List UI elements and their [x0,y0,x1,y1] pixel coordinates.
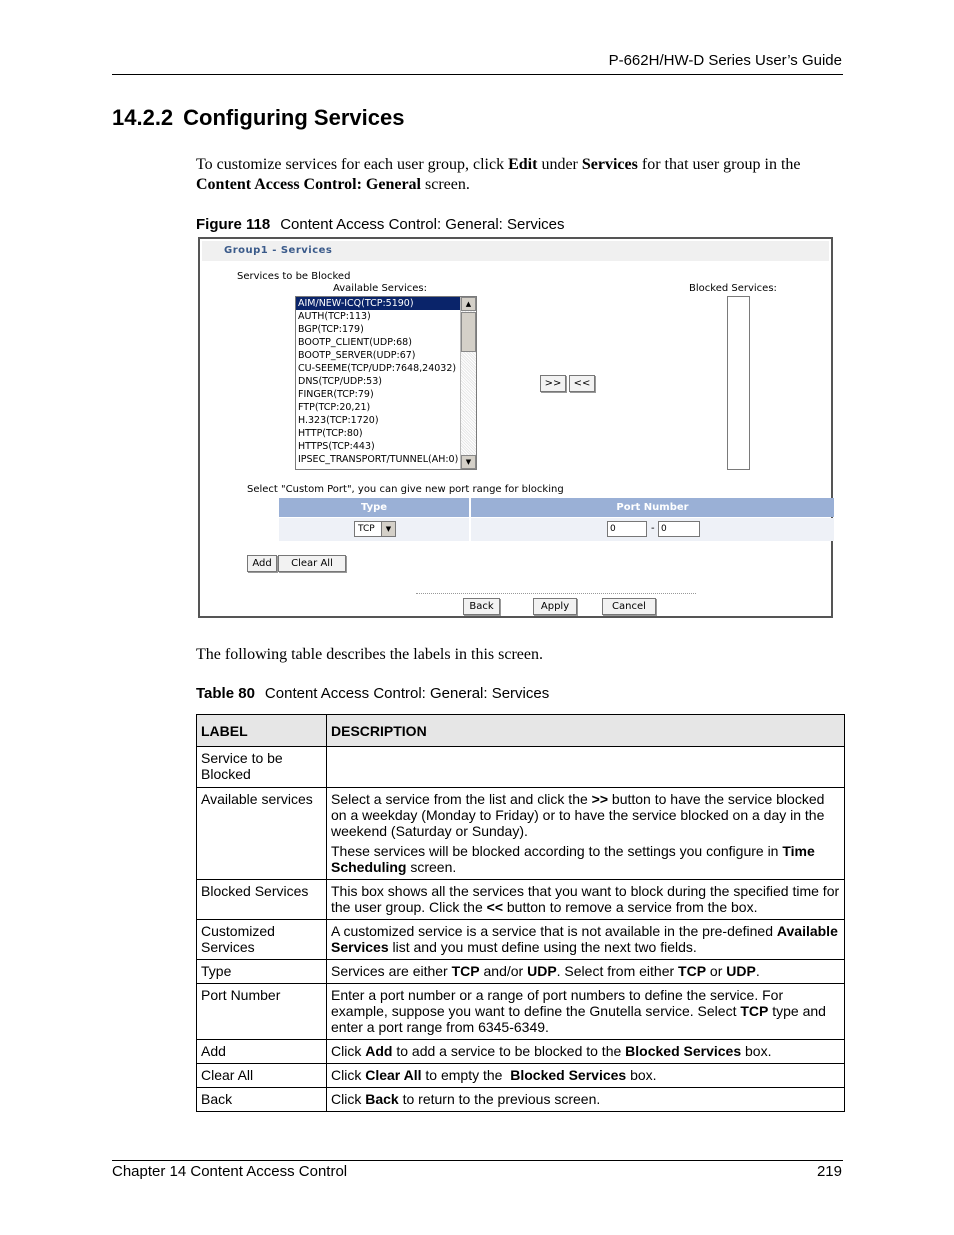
port-to-input[interactable]: 0 [658,521,700,537]
list-item[interactable]: BOOTP_CLIENT(UDP:68) [298,337,412,348]
table-row [197,747,845,788]
divider [416,593,696,594]
header-title: P-662H/HW-D Series User’s Guide [608,52,842,69]
port-range-separator: - [651,523,655,534]
list-item[interactable]: HTTP(TCP:80) [298,428,363,439]
table-row [197,880,845,920]
add-to-blocked-button[interactable]: >> [540,375,566,392]
section-title: Configuring Services [183,105,405,130]
footer-chapter: Chapter 14 Content Access Control [112,1163,348,1180]
chevron-down-icon: ▼ [381,522,395,536]
available-services-list[interactable] [295,296,477,470]
services-screenshot [198,237,833,618]
table-caption [196,685,549,702]
row-label: Blocked Services [197,880,327,920]
scroll-down-icon[interactable]: ▼ [461,455,476,469]
section-heading [112,105,404,131]
add-button[interactable]: Add [247,555,277,572]
port-from-input[interactable]: 0 [607,521,647,537]
row-description: A customized service is a service that is not available in the pre-defined Available Services list and you must define using the next two fields. [327,920,845,960]
type-select-value: TCP [358,524,375,534]
row-description: Click Clear All to empty the Blocked Services box. [327,1064,845,1088]
blocked-services-label: Blocked Services: [689,283,777,294]
port-number-column-header: Port Number [471,498,834,517]
list-item[interactable]: IPSEC_TRANSPORT/TUNNEL(AH:0) [298,454,459,465]
row-label: Back [197,1088,327,1112]
row-label: Add [197,1040,327,1064]
row-description: Select a service from the list and click the >> button to have the service blocked on a weekday (Monday to Friday) or to have the service blocked on a day in the weekend (Saturday or Sunday). These services will be blocked according to the settings you configure in Time Scheduling screen. [327,788,845,880]
scroll-thumb[interactable] [461,312,476,352]
table-row [197,1088,845,1112]
list-item[interactable]: CU-SEEME(TCP/UDP:7648,24032) [298,363,457,374]
footer-rule [112,1160,843,1161]
following-text: The following table describes the labels in this screen. [196,646,544,663]
list-item[interactable]: BOOTP_SERVER(UDP:67) [298,350,416,361]
row-label: Port Number [197,984,327,1040]
section-number: 14.2.2 [112,105,174,130]
table-row [197,1064,845,1088]
group-title: Group1 - Services [224,245,333,256]
row-description: Enter a port number or a range of port numbers to define the service. For example, suppose you want to define the Gnutella service. Select TCP type and enter a port range from 6345-6349. [327,984,845,1040]
list-item[interactable]: H.323(TCP:1720) [298,415,379,426]
figure-title: Content Access Control: General: Services [280,216,565,233]
back-button[interactable]: Back [463,598,500,615]
list-item[interactable]: AIM/NEW-ICQ(TCP:5190) [296,297,460,310]
list-item[interactable]: DNS(TCP/UDP:53) [298,376,382,387]
row-label: Customized Services [197,920,327,960]
type-column-header: Type [279,498,469,517]
table-row [197,960,845,984]
remove-from-blocked-button[interactable]: << [569,375,595,392]
table-title: Content Access Control: General: Services [264,685,550,702]
figure-label: Figure 118 [196,216,271,233]
screen-header-bar [202,241,829,261]
apply-button[interactable]: Apply [533,598,577,615]
table-row [197,1040,845,1064]
list-item[interactable]: FTP(TCP:20,21) [298,402,371,413]
scroll-up-icon[interactable]: ▲ [461,297,476,311]
intro-paragraph: To customize services for each user group, click Edit under Services for that user group in the Content Access Control: General screen. [196,156,801,193]
row-description: Click Add to add a service to be blocked to the Blocked Services box. [327,1040,845,1064]
type-select[interactable] [354,521,396,537]
list-item[interactable]: FINGER(TCP:79) [298,389,374,400]
list-item[interactable]: HTTPS(TCP:443) [298,441,375,452]
clear-all-button[interactable]: Clear All [278,555,346,572]
table-row [197,788,845,880]
description-column-header: DESCRIPTION [327,715,845,747]
custom-port-table [279,498,834,542]
table-header-row [197,715,845,747]
row-label: Service to be Blocked [197,747,327,788]
description-table [196,714,845,1112]
services-term: Services [581,156,638,173]
cancel-button[interactable]: Cancel [602,598,656,615]
row-label: Type [197,960,327,984]
row-description: Services are either TCP and/or UDP. Select from either TCP or UDP. [327,960,845,984]
screen-name-term: Content Access Control: General [196,176,421,193]
figure-caption [196,216,565,233]
available-services-label: Available Services: [333,283,427,294]
list-item[interactable]: AUTH(TCP:113) [298,311,371,322]
custom-port-hint: Select "Custom Port", you can give new port range for blocking [247,484,564,495]
list-scrollbar[interactable] [460,297,476,469]
services-to-be-blocked-label: Services to be Blocked [237,271,351,282]
table-row [197,984,845,1040]
table-label: Table 80 [196,685,255,702]
footer-page-number: 219 [816,1163,842,1180]
blocked-services-list[interactable] [727,296,750,470]
row-description: This box shows all the services that you want to block during the specified time for the user group. Click the << button to remove a service from the box. [327,880,845,920]
row-label: Clear All [197,1064,327,1088]
row-label: Available services [197,788,327,880]
label-column-header: LABEL [197,715,327,747]
row-description: Click Back to return to the previous screen. [327,1088,845,1112]
edit-term: Edit [508,156,538,173]
row-description [327,747,845,788]
table-row [197,920,845,960]
list-item[interactable]: BGP(TCP:179) [298,324,364,335]
header-rule [112,74,843,75]
